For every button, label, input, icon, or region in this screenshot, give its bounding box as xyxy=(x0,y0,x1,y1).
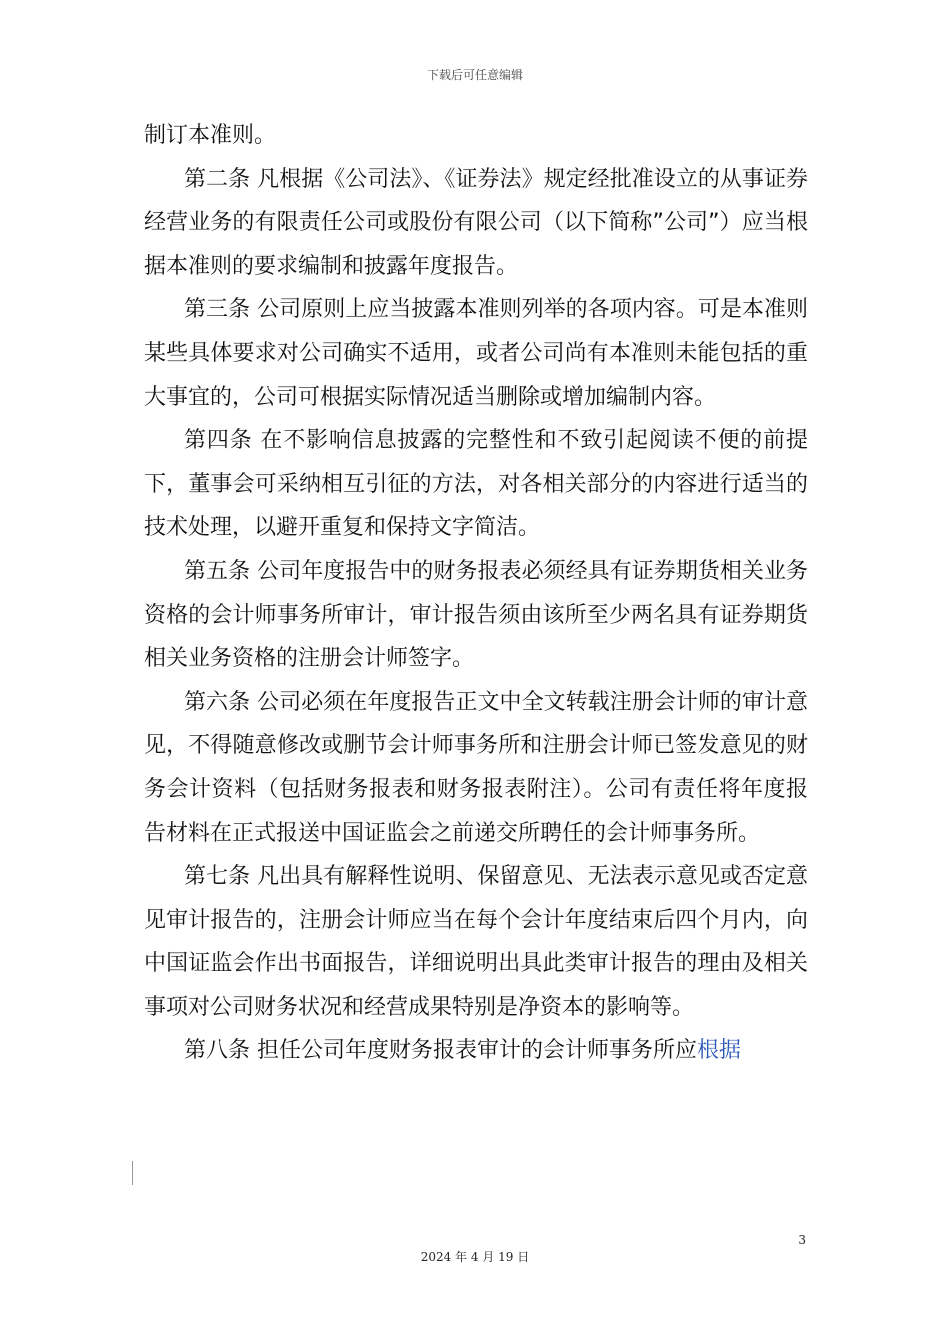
revision-margin-bar xyxy=(132,1161,133,1185)
page-footer-date: 2024 年 4 月 19 日 xyxy=(420,1250,530,1264)
article-2: 第二条 凡根据《公司法》、《证券法》规定经批准设立的从事证券经营业务的有限责任公司或股份有限公司（以下简称”公司”）应当根据本准则的要求编制和披露年度报告。 xyxy=(144,166,808,279)
article-6: 第六条 公司必须在年度报告正文中全文转载注册会计师的审计意见，不得随意修改或删节会计师事务所和注册会计师已签发意见的财务会计资料（包括财务报表和财务报表附注）。公司有责任将年度报告材料在正式报送中国证监会之前递交所聘任的会计师事务所。 xyxy=(144,689,808,846)
article-8 xyxy=(144,1029,808,1073)
article-5: 第五条 公司年度报告中的财务报表必须经具有证券期货相关业务资格的会计师事务所审计，审计报告须由该所至少两名具有证券期货相关业务资格的注册会计师签字。 xyxy=(144,558,808,672)
article-7: 第七条 凡出具有解释性说明、保留意见、无法表示意见或否定意见审计报告的，注册会计师应当在每个会计年度结束后四个月内，向中国证监会作出书面报告，详细说明出具此类审计报告的理由及相关事项对公司财务状况和经营成果特别是净资本的影响等。 xyxy=(144,864,808,1020)
page-number: 3 xyxy=(798,1233,806,1247)
article-8-text: 第八条 担任公司年度财务报表审计的会计师事务所应 xyxy=(184,1038,697,1064)
page-header: 下载后可任意编辑 xyxy=(426,68,523,82)
document-body xyxy=(144,114,808,1073)
article-3: 第三条 公司原则上应当披露本准则列举的各项内容。可是本准则某些具体要求对公司确实不适用，或者公司尚有本准则未能包括的重大事宜的，公司可根据实际情况适当删除或增加编制内容。 xyxy=(144,297,808,410)
article-8-link[interactable]: 根据 xyxy=(697,1038,742,1064)
paragraph-continuation: 制订本准则。 xyxy=(144,123,277,148)
article-4: 第四条 在不影响信息披露的完整性和不致引起阅读不便的前提下，董事会可采纳相互引征的方法，对各相关部分的内容进行适当的技术处理，以避开重复和保持文字简洁。 xyxy=(144,428,808,541)
